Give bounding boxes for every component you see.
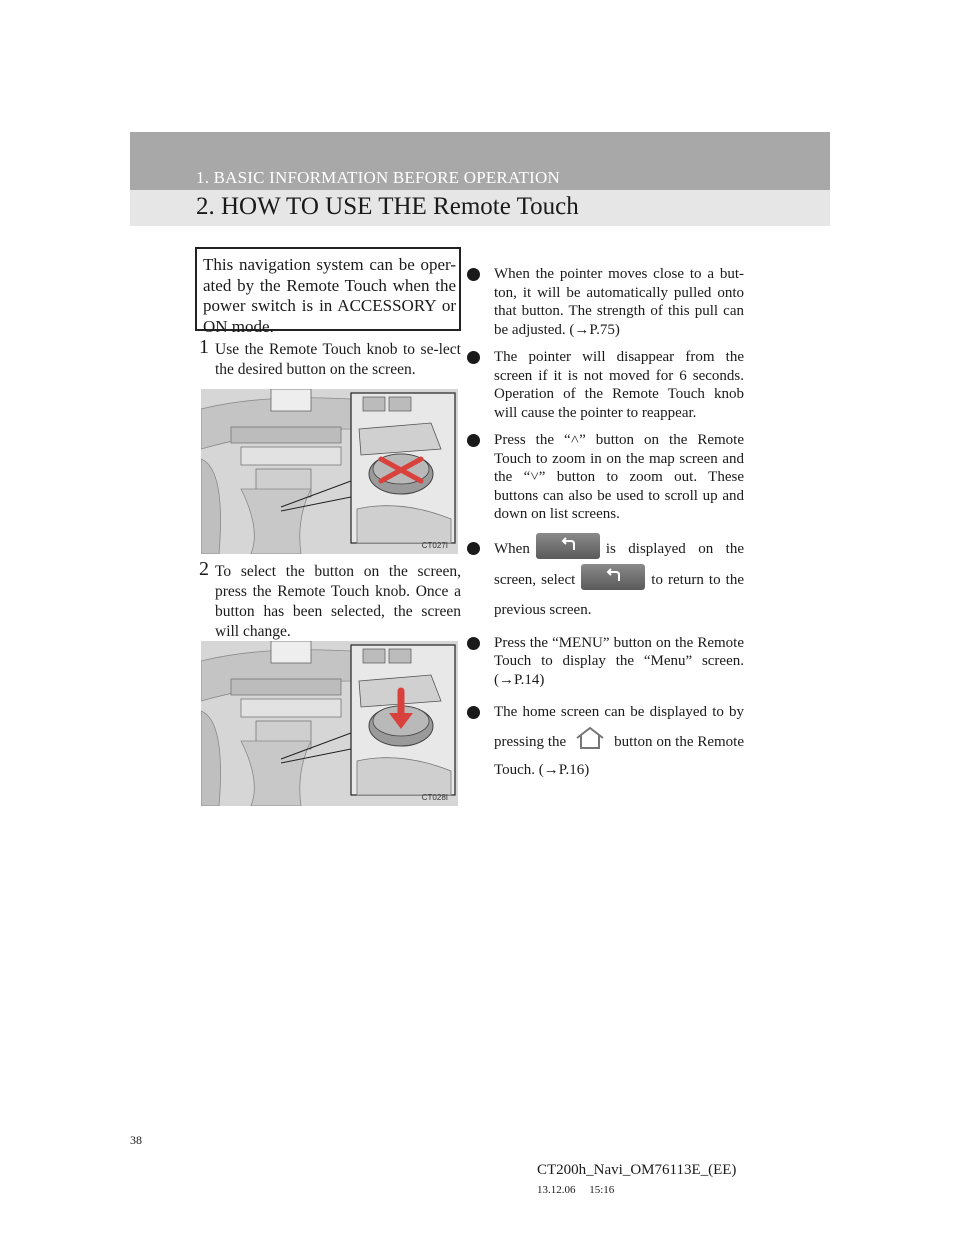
back-arrow-icon (581, 564, 645, 590)
section-label: 1. BASIC INFORMATION BEFORE OPERATION (196, 168, 560, 187)
bullet-dot-icon (467, 351, 480, 364)
bullet-text: The pointer will disappear from the screen if it is not moved for 6 seconds. Operation of the Remote Touch knob will cause the pointer to reappear. (494, 349, 744, 421)
bullet-item (466, 698, 744, 784)
footer-date: 13.12.06 15:16 (537, 1184, 615, 1196)
bullet-item (466, 533, 744, 625)
bullet-text: is displayed on the screen, select (494, 540, 744, 588)
bullet-item (466, 348, 744, 422)
bullet-dot-icon (467, 706, 480, 719)
page-title: 2. HOW TO USE THE Remote Touch (196, 193, 579, 220)
step-number: 2 (199, 558, 209, 580)
step-text: To select the button on the screen, press the Remote Touch knob. Once a button has been selected, the screen will change. (215, 563, 461, 640)
step-number: 1 (199, 336, 209, 358)
bullet-text: Press the “˄” button on the Remote Touch to zoom in on the map screen and the “˅” button to zoom out. These buttons can also be used to scroll up and down on list screens. (494, 432, 744, 522)
bullet-item (466, 265, 744, 339)
dashboard-illustration (201, 641, 458, 806)
bullet-dot-icon (467, 542, 480, 555)
page-number: 38 (130, 1133, 142, 1147)
bullet-text: button on the Remote Touch. (→P.16) (494, 734, 744, 778)
bullet-dot-icon (467, 268, 480, 281)
remote-touch-figure-press (201, 641, 458, 806)
home-icon (572, 726, 608, 750)
bullet-item (466, 634, 744, 690)
step-2 (199, 558, 461, 642)
remote-touch-figure-move (201, 389, 458, 554)
figure-code: CT028I (421, 793, 448, 802)
bullet-list (466, 265, 744, 793)
step-text: Use the Remote Touch knob to se-lect the desired button on the screen. (215, 341, 461, 378)
step-1 (199, 336, 461, 380)
bullet-text: to return to the previous screen. (494, 571, 744, 618)
bullet-dot-icon (467, 434, 480, 447)
footer-doc-id: CT200h_Navi_OM76113E_(EE) (537, 1162, 737, 1178)
figure-code: CT027I (421, 541, 448, 550)
bullet-text: Press the “MENU” button on the Remote Touch to display the “Menu” screen. (→P.14) (494, 634, 744, 688)
bullet-text: When the pointer moves close to a but-ton, it will be automatically pulled onto that button. The strength of this pull can be adjusted. (→P.75) (494, 266, 744, 338)
bullet-text: When (494, 540, 530, 557)
back-arrow-icon (536, 533, 600, 559)
bullet-item (466, 431, 744, 524)
bullet-text: The home screen can be displayed to by pressing the (494, 704, 744, 750)
bullet-dot-icon (467, 637, 480, 650)
dashboard-illustration (201, 389, 458, 554)
intro-box: This navigation system can be oper-ated by the Remote Touch when the power switch is in ACCESSORY or ON mode. (195, 247, 461, 331)
